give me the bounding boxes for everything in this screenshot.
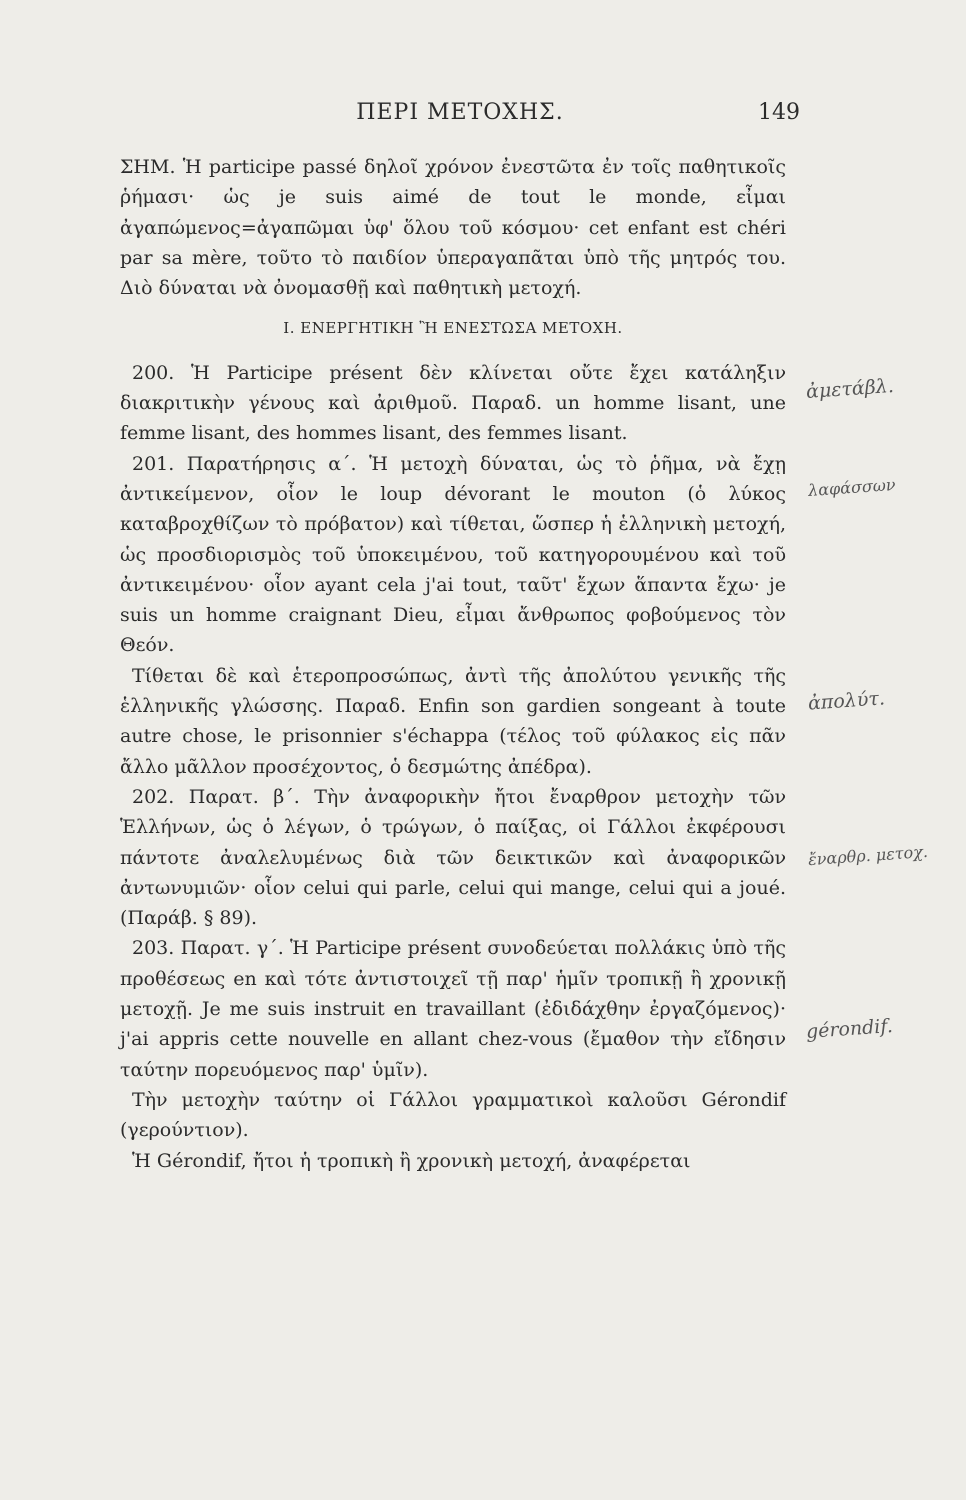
page-number: 149 [758,100,800,125]
margin-note: ἀπολύτ. [807,687,886,715]
paragraph-gerondif: Ἡ Gérondif, ἤτοι ἡ τροπικὴ ἢ χρονικὴ μετοχή, ἀναφέρεται [132,1149,691,1172]
body-text [120,152,786,1176]
running-title: ΠΕΡΙ ΜΕΤΟΧΗΣ. [356,100,564,125]
paragraph-201-continued: Τίθεται δὲ καὶ ἑτεροπροσώπως, ἀντὶ τῆς ἀπολύτου γενικῆς τῆς ἑλληνικῆς γλώσσης. Παραδ. Enfin son gardien songeant à toute autre chose, le prisonnier s'échappa (τέλος τοῦ φύλακος εἰς πᾶν ἄλλο μᾶλλον προσέχοντος, ὁ δεσμώτης ἀπέδρα). [120,664,786,778]
paragraph-202: 202. Παρατ. β΄. Τὴν ἀναφορικὴν ἤτοι ἔναρθρον μετοχὴν τῶν Ἑλλήνων, ὡς ὁ λέγων, ὁ τρώγων, ὁ παίξας, οἱ Γάλλοι ἐκφέρουσι πάντοτε ἀναλελυμένως διὰ τῶν δεικτικῶν καὶ ἀναφορικῶν ἀντωνυμιῶν· οἷον celui qui parle, celui qui mange, celui qui a joué. (Παράβ. § 89). [120,785,786,930]
section-heading: I. ΕΝΕΡΓΗΤΙΚΗ Ἢ ΕΝΕΣΤΩΣΑ ΜΕΤΟΧΗ. [283,319,623,338]
margin-note: ἀμετάβλ. [805,374,895,404]
margin-note: λαφάσσων [807,474,897,501]
page-header [120,100,800,136]
paragraph-201: 201. Παρατήρησις α΄. Ἡ μετοχὴ δύναται, ὡς τὸ ῥῆμα, νὰ ἔχῃ ἀντικείμενον, οἷον le loup dévorant le mouton (ὁ λύκος καταβροχθίζων τὸ πρόβατον) καὶ τίθεται, ὥσπερ ἡ ἑλληνικὴ μετοχή, ὡς προσδιορισμὸς τοῦ ὑποκειμένου, τοῦ κατηγορουμένου καὶ τοῦ ἀντικειμένου· οἷον ayant cela j'ai tout, ταῦτ' ἔχων ἅπαντα ἔχω· je suis un homme craignant Dieu, εἶμαι ἄνθρωπος φοβούμενος τὸν Θεόν. [120,452,786,657]
paragraph-203: 203. Παρατ. γ΄. Ἡ Participe présent συνοδεύεται πολλάκις ὑπὸ τῆς προθέσεως en καὶ τότε ἀντιστοιχεῖ τῇ παρ' ἡμῖν τροπικῇ ἢ χρονικῇ μετοχῇ. Je me suis instruit en travaillant (ἐδιδάχθην ἐργαζόμενος)· j'ai appris cette nouvelle en allant chez-vous (ἔμαθον τὴν εἴδησιν ταύτην πορευόμενος παρ' ὑμῖν). [120,937,786,1081]
note-paragraph: ΣΗΜ. Ἡ participe passé δηλοῖ χρόνον ἐνεστῶτα ἐν τοῖς παθητικοῖς ῥήμασι· ὡς je suis aimé de tout le monde, εἶμαι ἀγαπώμενος=ἀγαπῶμαι ὑφ' ὅλου τοῦ κόσμου· cet enfant est chéri par sa mère, τοῦτο τὸ παιδίον ὑπεραγαπᾶται ὑπὸ τῆς μητρός του. Διὸ δύναται νὰ ὀνομασθῇ καὶ παθητικὴ μετοχή. [120,156,786,300]
margin-note: gérondif. [805,1014,894,1044]
paragraph-gerondif-name: Τὴν μετοχὴν ταύτην οἱ Γάλλοι γραμματικοὶ καλοῦσι Gérondif (γερούντιον). [120,1088,786,1142]
paragraph-200: 200. Ἡ Participe présent δὲν κλίνεται οὔτε ἔχει κατάληξιν διακριτικὴν γένους καὶ ἀριθμοῦ. Παραδ. un homme lisant, une femme lisant, des hommes lisant, des femmes lisant. [120,361,786,445]
margin-note: ἔναρθρ. μετοχ. [807,841,929,870]
